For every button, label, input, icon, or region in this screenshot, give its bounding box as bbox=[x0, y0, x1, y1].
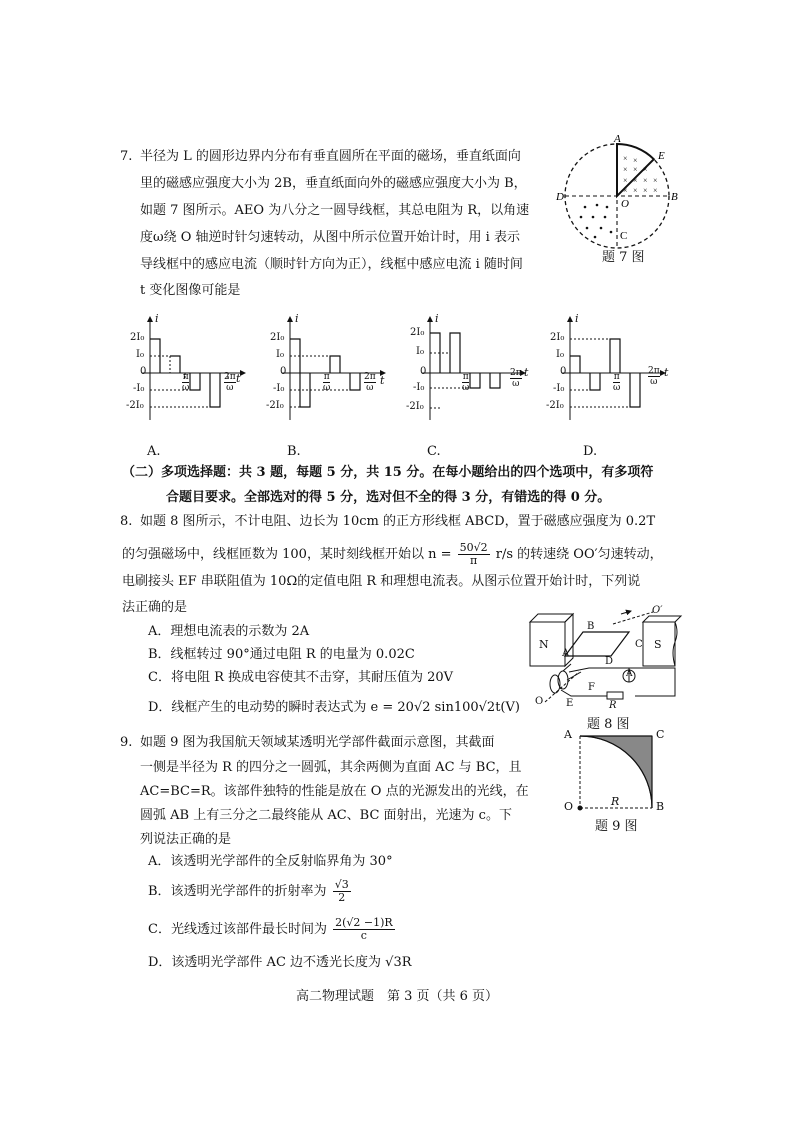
tick-2i0: 2I₀ bbox=[550, 332, 565, 343]
question-number: 8. bbox=[120, 514, 133, 529]
option-b: B．该透明光学部件的折射率为 $\frac{√3}{2}$ bbox=[148, 878, 349, 904]
tick-neg-2i0: -2I₀ bbox=[406, 401, 424, 412]
label-ammeter: A bbox=[626, 669, 633, 679]
label-r: R bbox=[611, 795, 620, 808]
tick-pi-omega: π ω bbox=[323, 372, 331, 393]
option-c: C．将电阻 R 换成电容使其不击穿，其耐压值为 20V bbox=[148, 670, 454, 685]
label-b: B bbox=[587, 621, 595, 632]
question-text: 如题 8 图所示，不计电阻、边长为 10cm 的正方形线框 ABCD，置于磁感应强度为 0.2T bbox=[140, 514, 656, 529]
label-c: C bbox=[620, 230, 628, 242]
question-text: 法正确的是 bbox=[122, 600, 188, 615]
tick-neg-i0: -I₀ bbox=[133, 383, 145, 394]
tick-2pi-omega: 2π ω bbox=[648, 366, 660, 387]
option-a: A．该透明光学部件的全反射临界角为 30° bbox=[148, 854, 393, 869]
axis-i-label: i bbox=[295, 312, 299, 325]
axis-t-label: t bbox=[664, 366, 669, 379]
axis-i-label: i bbox=[575, 312, 579, 325]
option-d: D．线框产生的电动势的瞬时表达式为 e = 20√2 sin100√2t(V) bbox=[148, 700, 520, 715]
tick-2i0: 2I₀ bbox=[270, 332, 285, 343]
graph-option-a bbox=[142, 317, 245, 420]
tick-i0: I₀ bbox=[556, 349, 564, 360]
label-e: E bbox=[658, 150, 665, 162]
tick-i0: I₀ bbox=[416, 346, 424, 357]
question-text: 半径为 L 的圆形边界内分布有垂直圆所在平面的磁场，垂直纸面向 bbox=[140, 149, 521, 164]
label-a: A bbox=[564, 728, 572, 741]
section-header-cont: 合题目要求。全部选对的得 5 分，选对但不全的得 3 分，有错选的得 0 分。 bbox=[166, 490, 611, 505]
label-f: F bbox=[588, 682, 595, 693]
question-text: AC=BC=R。该部件独特的性能是放在 O 点的光源发出的光线，在 bbox=[140, 784, 529, 799]
question-text: 如题 7 图所示。AEO 为八分之一圆导线框，其总电阻为 R，以角速 bbox=[140, 203, 530, 218]
tick-i0: I₀ bbox=[276, 349, 284, 360]
option-b-label: B. bbox=[287, 444, 301, 459]
option-c: C．光线透过该部件最长时间为 $\frac{2(√2 -1)R}{c}$ bbox=[148, 916, 393, 942]
svg-text:×: × bbox=[653, 176, 658, 185]
question-text: t 变化图像可能是 bbox=[140, 283, 241, 298]
axis-t-label: t bbox=[380, 374, 385, 387]
tick-2pi-omega: 2π ω bbox=[224, 372, 236, 393]
svg-text:×: × bbox=[623, 154, 628, 163]
label-o-prime: O′ bbox=[652, 605, 663, 616]
figure-7-diagram bbox=[555, 133, 690, 263]
option-d-label: D. bbox=[583, 444, 598, 459]
tick-neg-i0: -I₀ bbox=[273, 383, 285, 394]
svg-text:×: × bbox=[643, 186, 648, 195]
tick-neg-2i0: -2I₀ bbox=[266, 400, 284, 411]
section-header: （二）多项选择题：共 3 题，每题 5 分，共 15 分。在每小题给出的四个选项中，有多项符 bbox=[122, 465, 654, 480]
tick-2i0: 2I₀ bbox=[410, 327, 425, 338]
tick-2i0: 2I₀ bbox=[130, 332, 145, 343]
tick-zero: 0 bbox=[420, 366, 427, 377]
tick-2pi-omega: 2π ω bbox=[364, 372, 376, 393]
svg-text:×: × bbox=[623, 176, 628, 185]
svg-text:×: × bbox=[633, 165, 638, 174]
figure-7-caption: 题 7 图 bbox=[602, 250, 645, 265]
option-a: A．理想电流表的示数为 2A bbox=[148, 624, 310, 639]
label-a: A bbox=[562, 648, 570, 659]
tick-zero: 0 bbox=[140, 366, 147, 377]
label-s: S bbox=[654, 638, 662, 651]
tick-pi-omega: π ω bbox=[613, 372, 621, 393]
figure-7-graphs bbox=[120, 312, 680, 437]
svg-text:×: × bbox=[643, 176, 648, 185]
tick-pi-omega: π ω bbox=[462, 372, 470, 393]
label-o: O bbox=[564, 800, 574, 813]
label-r: R bbox=[609, 700, 617, 711]
question-text: 的匀强磁场中，线框匝数为 100，某时刻线框开始以 n = $\frac{50√2}{\pi}$ r/s 的转速绕 OO′匀速转动， bbox=[122, 541, 663, 567]
label-c: C bbox=[635, 639, 643, 650]
svg-text:×: × bbox=[623, 186, 628, 195]
label-n: N bbox=[539, 638, 549, 651]
svg-text:×: × bbox=[653, 186, 658, 195]
label-e: E bbox=[566, 698, 574, 709]
option-b: B．线框转过 90°通过电阻 R 的电量为 0.02C bbox=[148, 647, 415, 662]
label-o: O bbox=[535, 696, 544, 707]
page-footer: 高二物理试题 第 3 页（共 6 页） bbox=[295, 989, 499, 1004]
graph-option-b bbox=[282, 317, 385, 420]
label-d: D bbox=[605, 656, 614, 667]
label-a: A bbox=[614, 133, 621, 145]
label-o: O bbox=[621, 198, 629, 210]
question-text: 列说法正确的是 bbox=[140, 832, 232, 847]
question-text: 电刷接头 EF 串联阻值为 10Ω的定值电阻 R 和理想电流表。从图示位置开始计时，下列说 bbox=[122, 574, 641, 589]
svg-text:×: × bbox=[623, 165, 628, 174]
tick-zero: 0 bbox=[560, 366, 567, 377]
axis-t-label: t bbox=[524, 366, 529, 379]
tick-pi-omega: π ω bbox=[182, 372, 190, 393]
label-d: D bbox=[556, 191, 564, 203]
tick-neg-2i0: -2I₀ bbox=[126, 400, 144, 411]
question-number: 9. bbox=[120, 735, 133, 750]
question-text: 里的磁感应强度大小为 2B，垂直纸面向外的磁感应强度大小为 B， bbox=[140, 176, 527, 191]
figure-8-caption: 题 8 图 bbox=[587, 717, 630, 732]
svg-text:×: × bbox=[643, 165, 648, 174]
tick-i0: I₀ bbox=[136, 349, 144, 360]
option-c-label: C. bbox=[427, 444, 441, 459]
question-number: 7. bbox=[120, 149, 133, 164]
axis-i-label: i bbox=[155, 312, 159, 325]
tick-neg-i0: -I₀ bbox=[413, 382, 425, 393]
question-text: 圆弧 AB 上有三分之二最终能从 AC、BC 面射出，光速为 c。下 bbox=[140, 808, 512, 823]
figure-9-caption: 题 9 图 bbox=[595, 819, 638, 834]
axis-t-label: t bbox=[236, 372, 241, 385]
option-d: D．该透明光学部件 AC 边不透光长度为 √3R bbox=[148, 955, 412, 970]
svg-text:×: × bbox=[633, 156, 638, 165]
tick-2pi-omega: 2π ω bbox=[510, 368, 522, 389]
svg-text:×: × bbox=[633, 176, 638, 185]
tick-neg-2i0: -2I₀ bbox=[546, 400, 564, 411]
option-a-label: A. bbox=[147, 444, 161, 459]
question-text: 度ω绕 O 轴逆时针匀速转动，从图中所示位置开始计时，用 i 表示 bbox=[140, 230, 520, 245]
tick-neg-i0: -I₀ bbox=[553, 383, 565, 394]
question-text: 导线框中的感应电流（顺时针方向为正），线框中感应电流 i 随时间 bbox=[140, 257, 523, 272]
svg-text:×: × bbox=[633, 186, 638, 195]
tick-zero: 0 bbox=[280, 366, 287, 377]
label-c: C bbox=[656, 728, 665, 741]
question-text: 如题 9 图为我国航天领域某透明光学部件截面示意图，其截面 bbox=[140, 735, 495, 750]
label-b: B bbox=[671, 191, 678, 203]
question-text: 一侧是半径为 R 的四分之一圆弧，其余两侧为直面 AC 与 BC，且 bbox=[140, 760, 522, 775]
label-b: B bbox=[656, 800, 665, 813]
axis-i-label: i bbox=[435, 312, 439, 325]
